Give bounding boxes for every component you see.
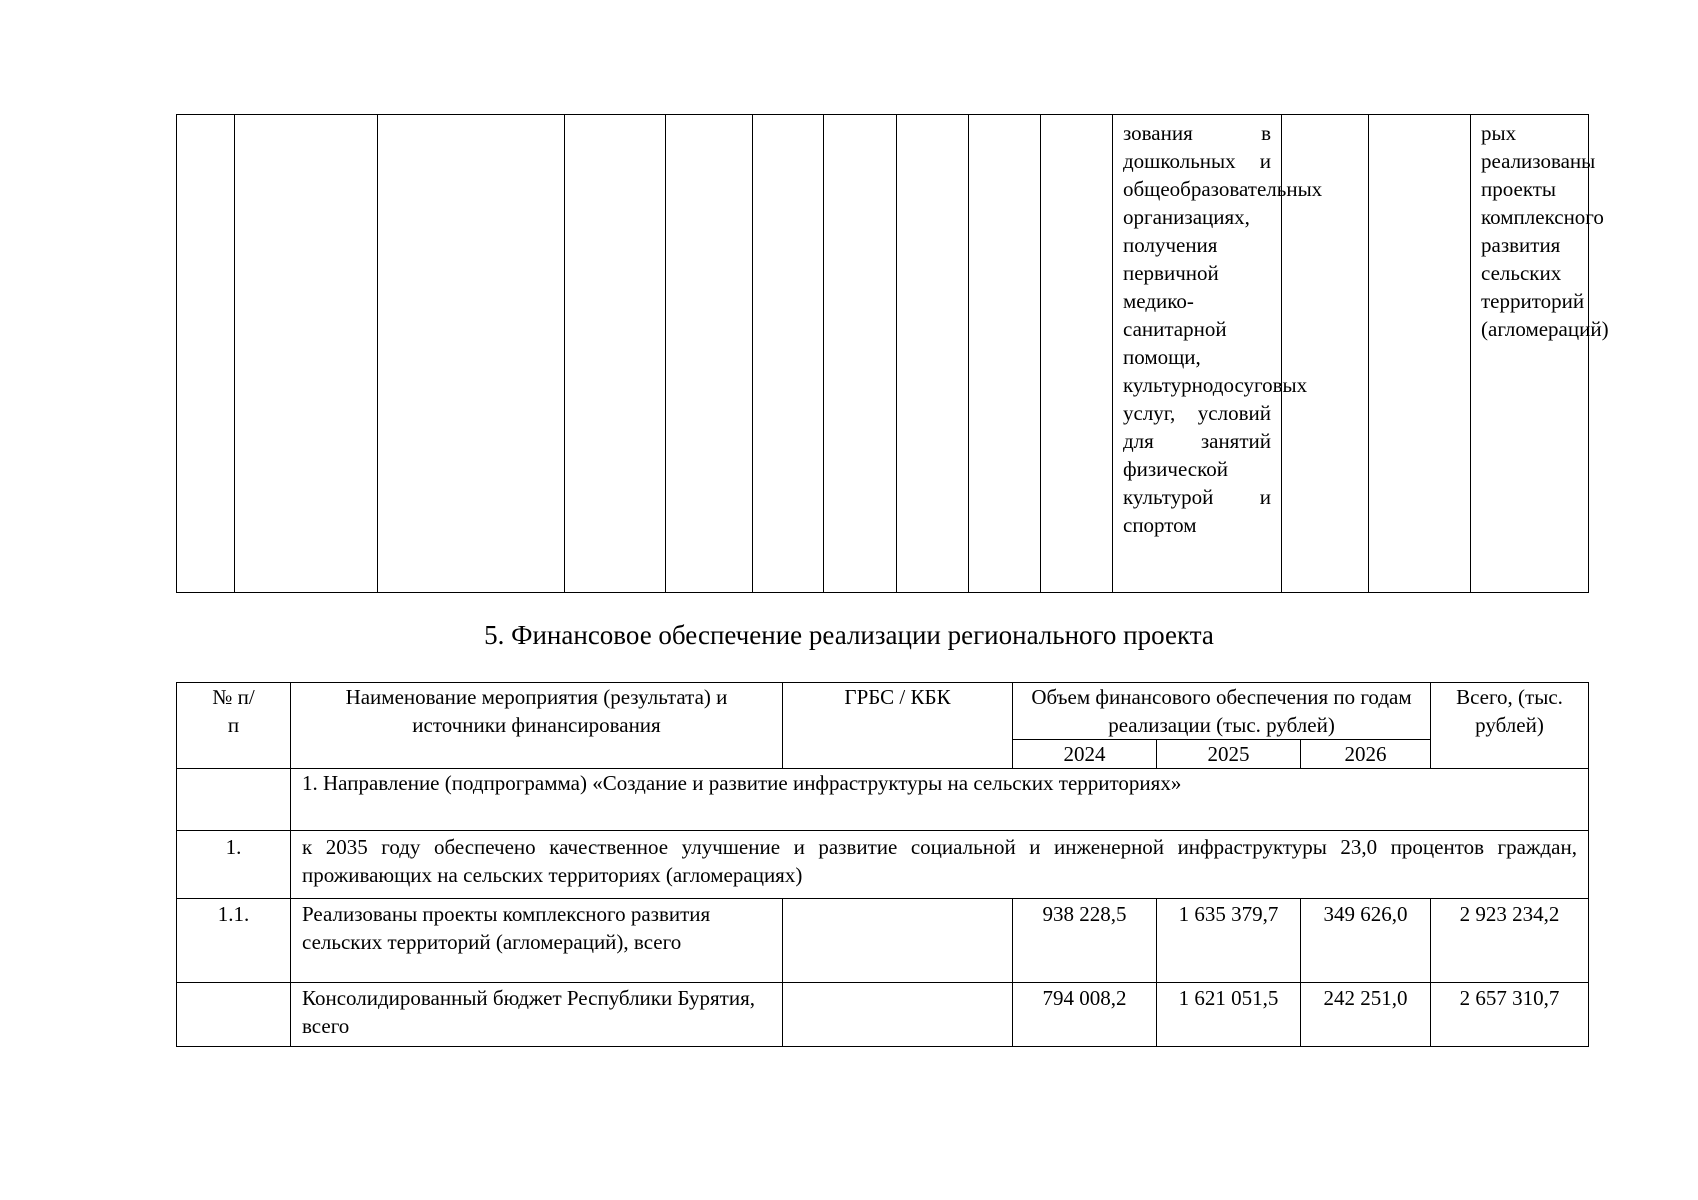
header-row	[177, 683, 1589, 740]
row-grbs	[783, 983, 1013, 1047]
projects-cell	[1471, 115, 1609, 593]
direction-num	[177, 769, 291, 831]
row-name: Консолидированный бюджет Республики Бурятия, всего	[291, 983, 783, 1047]
section-title: 5. Финансовое обеспечение реализации регионального проекта	[484, 620, 1214, 650]
row-2025: 1 635 379,7	[1157, 899, 1301, 983]
projects-text: рых реализованы проекты комплексного развития сельских территорий (агломераций)	[1481, 121, 1609, 341]
direction-text: 1. Направление (подпрограмма) «Создание и развитие инфраструктуры на сельских территориях»	[291, 769, 1589, 831]
empty-cell	[565, 115, 666, 593]
empty-cell	[177, 115, 235, 593]
header-grbs: ГРБС / КБК	[783, 683, 1013, 769]
header-name: Наименование мероприятия (результата) и источники финансирования	[291, 683, 783, 769]
goal-num: 1.	[177, 831, 291, 899]
finance-table	[176, 682, 1589, 1047]
empty-cell	[1041, 115, 1113, 593]
row-total: 2 657 310,7	[1431, 983, 1589, 1047]
empty-cell	[1369, 115, 1471, 593]
row-2024: 938 228,5	[1013, 899, 1157, 983]
empty-cell	[969, 115, 1041, 593]
header-year-2024: 2024	[1013, 740, 1157, 769]
direction-row	[177, 769, 1589, 831]
table-row	[177, 899, 1589, 983]
empty-cell	[897, 115, 969, 593]
empty-cell	[378, 115, 565, 593]
header-year-2025: 2025	[1157, 740, 1301, 769]
header-year-2026: 2026	[1301, 740, 1431, 769]
conditions-text: зования в дошкольных и общеобразовательных организациях, получения первичной медико-санитарной помощи, культурнодосуговых услуг, условий для занятий физической культурой и спортом	[1123, 121, 1323, 537]
row-2026: 242 251,0	[1301, 983, 1431, 1047]
goal-row	[177, 831, 1589, 899]
empty-cell	[824, 115, 897, 593]
header-total: Всего, (тыс. рублей)	[1431, 683, 1589, 769]
row-grbs	[783, 899, 1013, 983]
empty-cell	[753, 115, 824, 593]
empty-cell	[235, 115, 378, 593]
row-2024: 794 008,2	[1013, 983, 1157, 1047]
header-volume: Объем финансового обеспечения по годам реализации (тыс. рублей)	[1013, 683, 1431, 740]
header-num: № п/п	[177, 683, 291, 769]
row-2026: 349 626,0	[1301, 899, 1431, 983]
row-num	[177, 983, 291, 1047]
row-total: 2 923 234,2	[1431, 899, 1589, 983]
table-row	[177, 983, 1589, 1047]
conditions-cell	[1113, 115, 1323, 593]
row-2025: 1 621 051,5	[1157, 983, 1301, 1047]
continuation-table	[176, 114, 1609, 593]
empty-cell	[666, 115, 753, 593]
row-name: Реализованы проекты комплексного развития сельских территорий (агломераций), всего	[291, 899, 783, 983]
row-num: 1.1.	[177, 899, 291, 983]
goal-text: к 2035 году обеспечено качественное улучшение и развитие социальной и инженерной инфраструктуры 23,0 процентов граждан, проживающих на сельских территориях (агломерациях)	[291, 831, 1589, 899]
